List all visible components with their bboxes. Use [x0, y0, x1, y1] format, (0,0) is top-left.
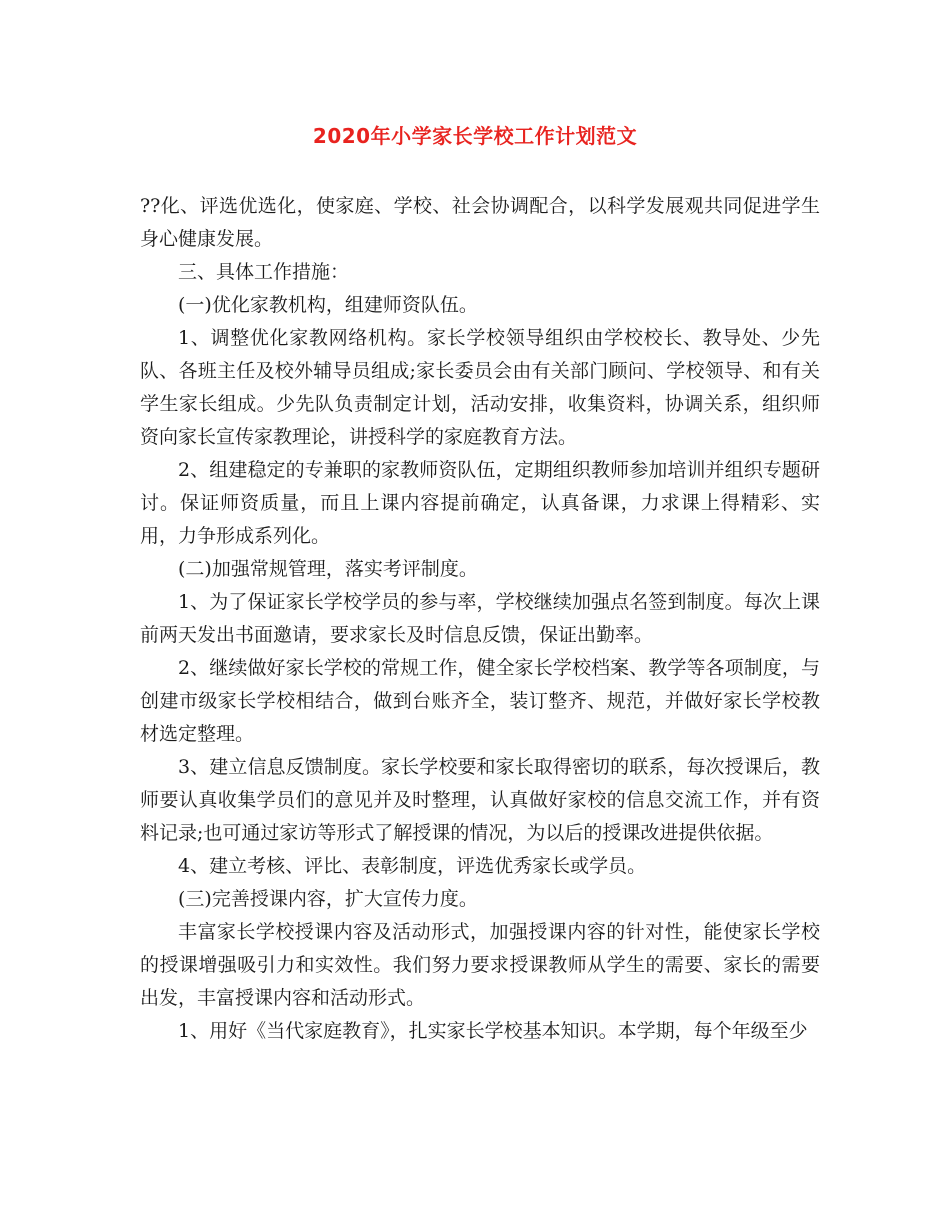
document-title: 2020年小学家长学校工作计划范文	[312, 124, 638, 148]
subsection-heading: (二)加强常规管理，落实考评制度。	[178, 558, 478, 580]
paragraph: 2、继续做好家长学校的常规工作，健全家长学校档案、教学等各项制度，与创建市级家长学校相结合，做到台账齐全，装订整齐、规范，并做好家长学校教材选定整理。	[140, 657, 820, 745]
section-heading: 三、具体工作措施：	[178, 261, 350, 283]
paragraph: 2、组建稳定的专兼职的家教师资队伍，定期组织教师参加培训并组织专题研讨。保证师资质量，而且上课内容提前确定，认真备课，力求课上得精彩、实用，力争形成系列化。	[140, 459, 820, 547]
subsection-heading: (一)优化家教机构，组建师资队伍。	[178, 294, 478, 316]
paragraph: 3、建立信息反馈制度。家长学校要和家长取得密切的联系，每次授课后，教师要认真收集学员们的意见并及时整理，认真做好家校的信息交流工作，并有资料记录;也可通过家访等形式了解授课的情况，为以后的授课改进提供依据。	[140, 756, 820, 844]
paragraph: 1、用好《当代家庭教育》，扎实家长学校基本知识。本学期，每个年级至少	[178, 1020, 808, 1042]
paragraph: 4、建立考核、评比、表彰制度，评选优秀家长或学员。	[178, 855, 647, 877]
paragraph: 1、调整优化家教网络机构。家长学校领导组织由学校校长、教导处、少先队、各班主任及校外辅导员组成;家长委员会由有关部门顾问、学校领导、和有关学生家长组成。少先队负责制定计划，活动安排，收集资料，协调关系，组织师资向家长宣传家教理论，讲授科学的家庭教育方法。	[140, 327, 820, 448]
paragraph: 丰富家长学校授课内容及活动形式，加强授课内容的针对性，能使家长学校的授课增强吸引力和实效性。我们努力要求授课教师从学生的需要、家长的需要出发，丰富授课内容和活动形式。	[140, 921, 820, 1009]
subsection-heading: (三)完善授课内容，扩大宣传力度。	[178, 888, 478, 910]
paragraph: 1、为了保证家长学校学员的参与率，学校继续加强点名签到制度。每次上课前两天发出书面邀请，要求家长及时信息反馈，保证出勤率。	[140, 591, 820, 646]
document-body	[140, 190, 820, 1048]
paragraph: ??化、评选优选化，使家庭、学校、社会协调配合，以科学发展观共同促进学生身心健康发展。	[140, 195, 820, 250]
